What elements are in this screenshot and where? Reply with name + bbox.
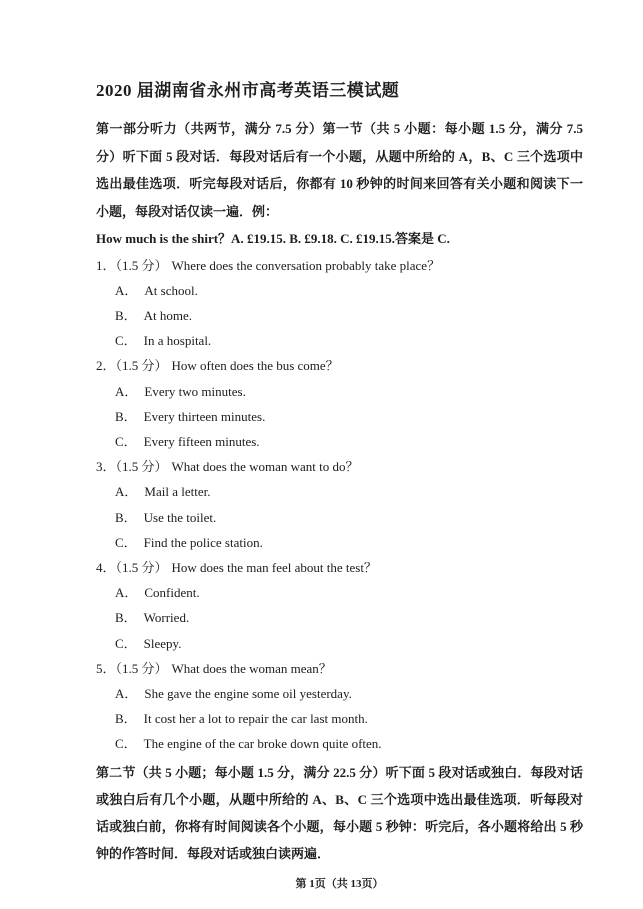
option-a <box>115 681 583 706</box>
part1-intro-paragraph: 第一部分听力（共两节，满分 7.5 分）第一节（共 5 小题：每小题 1.5 分，满分 7.5 分）听下面 5 段对话．每段对话后有一个小题，从题中所给的 A，B、C 三个选项中选出最佳选项．听完每段对话后，你都有 10 秒钟的时间来回答有关小题和阅读下一小题，每段对话仅读一遍．例： <box>96 121 583 219</box>
option-key: A． <box>115 484 138 500</box>
question-number: 5．（1.5 分） <box>96 660 168 676</box>
option-a <box>115 479 583 504</box>
option-a <box>115 379 583 404</box>
option-key: A． <box>115 585 138 601</box>
option-key: A． <box>115 282 138 298</box>
question-4 <box>96 555 583 656</box>
option-text: Every fifteen minutes. <box>143 433 260 449</box>
question-text: What does the woman want to do？ <box>171 459 359 475</box>
question-stem <box>96 454 583 479</box>
question-list <box>96 253 583 757</box>
question-1 <box>96 253 583 354</box>
option-text: Find the police station. <box>143 534 263 550</box>
option-key: C． <box>115 333 137 349</box>
question-stem <box>96 555 583 580</box>
option-text: Sleepy. <box>143 635 182 651</box>
option-c <box>115 530 583 555</box>
option-key: B． <box>115 408 137 424</box>
option-key: B． <box>115 711 137 727</box>
option-b <box>115 404 583 429</box>
option-key: B． <box>115 610 137 626</box>
option-a <box>115 580 583 605</box>
page-number-footer: 第 1页（共 13页） <box>295 877 384 890</box>
question-number: 4．（1.5 分） <box>96 559 168 575</box>
option-text: At home. <box>143 307 193 323</box>
option-a <box>115 278 583 303</box>
question-number: 3．（1.5 分） <box>96 459 168 475</box>
question-text: How does the man feel about the test？ <box>171 559 377 575</box>
option-text: At school. <box>144 282 198 298</box>
question-stem <box>96 253 583 278</box>
option-text: Use the toilet. <box>143 509 217 525</box>
option-text: She gave the engine some oil yesterday. <box>144 685 352 701</box>
question-text: Where does the conversation probably take place？ <box>171 257 441 273</box>
question-5 <box>96 656 583 757</box>
question-3 <box>96 454 583 555</box>
option-key: A． <box>115 383 138 399</box>
option-text: In a hospital. <box>143 333 212 349</box>
option-key: B． <box>115 307 137 323</box>
option-key: C． <box>115 433 137 449</box>
question-text: What does the woman mean？ <box>171 660 332 676</box>
option-text: Mail a letter. <box>144 484 211 500</box>
option-c <box>115 328 583 353</box>
question-stem <box>96 656 583 681</box>
option-key: B． <box>115 509 137 525</box>
question-stem <box>96 353 583 378</box>
question-text: How often does the bus come？ <box>171 358 339 374</box>
option-b <box>115 505 583 530</box>
question-number: 2．（1.5 分） <box>96 358 168 374</box>
question-2 <box>96 353 583 454</box>
option-text: Confident. <box>144 585 200 601</box>
option-key: C． <box>115 736 137 752</box>
option-b <box>115 706 583 731</box>
option-key: C． <box>115 534 137 550</box>
option-b <box>115 303 583 328</box>
option-c <box>115 631 583 656</box>
option-key: C． <box>115 635 137 651</box>
option-text: Every thirteen minutes. <box>143 408 266 424</box>
part2-intro-paragraph: 第二节（共 5 小题；每小题 1.5 分，满分 22.5 分）听下面 5 段对话或独白．每段对话或独白后有几个小题，从题中所给的 A、B、C 三个选项中选出最佳选项．听每段对话或独白前，你将有时间阅读各个小题，每小题 5 秒钟：听完后，各小题将给出 5 秒钟的作答时间．每段对话或独白读两遍． <box>96 764 583 861</box>
question-number: 1．（1.5 分） <box>96 257 168 273</box>
option-text: The engine of the car broke down quite often. <box>143 736 382 752</box>
option-c <box>115 429 583 454</box>
example-sentence: How much is the shirt？A. £19.15. B. £9.18. C. £19.15.答案是 C. <box>96 231 450 246</box>
option-c <box>115 731 583 756</box>
option-text: Worried. <box>143 610 190 626</box>
page-title: 2020 届湖南省永州市高考英语三模试题 <box>96 81 400 100</box>
option-key: A． <box>115 685 138 701</box>
option-b <box>115 605 583 630</box>
option-text: Every two minutes. <box>144 383 246 399</box>
option-text: It cost her a lot to repair the car last month. <box>143 711 368 727</box>
